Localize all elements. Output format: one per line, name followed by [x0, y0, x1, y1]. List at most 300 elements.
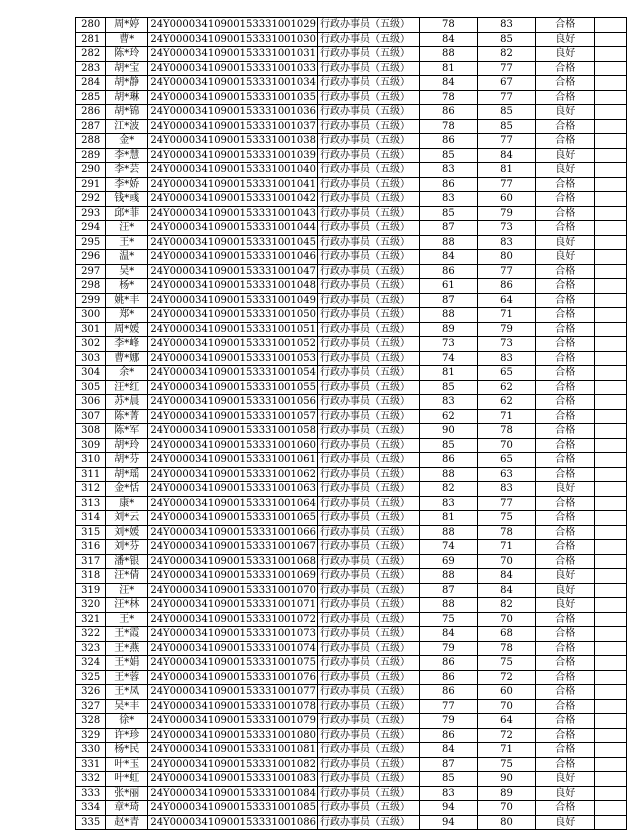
result-grade: 合格 [536, 134, 595, 149]
score-theory: 86 [420, 264, 477, 279]
occupation-level: 行政办事员（五级） [318, 105, 420, 120]
score-theory: 83 [420, 163, 477, 178]
occupation-level: 行政办事员（五级） [318, 525, 420, 540]
row-number: 293 [76, 206, 106, 221]
blank-cell [595, 801, 627, 816]
occupation-level: 行政办事员（五级） [318, 119, 420, 134]
table-row [76, 699, 627, 714]
result-grade: 合格 [536, 670, 595, 685]
row-number: 290 [76, 163, 106, 178]
table-row [76, 772, 627, 787]
occupation-level: 行政办事员（五级） [318, 351, 420, 366]
score-theory: 88 [420, 467, 477, 482]
row-number: 299 [76, 293, 106, 308]
certificate-id: 24Y00003410900153331001051 [148, 322, 318, 337]
row-number: 292 [76, 192, 106, 207]
occupation-level: 行政办事员（五级） [318, 18, 420, 33]
occupation-level: 行政办事员（五级） [318, 192, 420, 207]
certificate-id: 24Y00003410900153331001070 [148, 583, 318, 598]
certificate-id: 24Y00003410900153331001064 [148, 496, 318, 511]
score-practical: 70 [477, 801, 536, 816]
blank-cell [595, 61, 627, 76]
occupation-level: 行政办事员（五级） [318, 685, 420, 700]
candidate-name: 胡*锦 [106, 105, 148, 120]
score-practical: 64 [477, 714, 536, 729]
blank-cell [595, 554, 627, 569]
certificate-id: 24Y00003410900153331001068 [148, 554, 318, 569]
occupation-level: 行政办事员（五级） [318, 627, 420, 642]
row-number: 327 [76, 699, 106, 714]
candidate-name: 章*琦 [106, 801, 148, 816]
row-number: 313 [76, 496, 106, 511]
candidate-name: 金* [106, 134, 148, 149]
candidate-name: 陈*军 [106, 424, 148, 439]
occupation-level: 行政办事员（五级） [318, 148, 420, 163]
candidate-name: 胡*静 [106, 76, 148, 91]
table-row [76, 105, 627, 120]
certificate-id: 24Y00003410900153331001081 [148, 743, 318, 758]
occupation-level: 行政办事员（五级） [318, 438, 420, 453]
certificate-id: 24Y00003410900153331001048 [148, 279, 318, 294]
blank-cell [595, 409, 627, 424]
occupation-level: 行政办事员（五级） [318, 264, 420, 279]
table-row [76, 148, 627, 163]
certificate-id: 24Y00003410900153331001031 [148, 47, 318, 62]
row-number: 318 [76, 569, 106, 584]
table-row [76, 511, 627, 526]
score-theory: 62 [420, 409, 477, 424]
score-practical: 73 [477, 221, 536, 236]
table-row [76, 351, 627, 366]
occupation-level: 行政办事员（五级） [318, 32, 420, 47]
row-number: 326 [76, 685, 106, 700]
score-theory: 86 [420, 728, 477, 743]
certificate-id: 24Y00003410900153331001080 [148, 728, 318, 743]
certificate-id: 24Y00003410900153331001044 [148, 221, 318, 236]
occupation-level: 行政办事员（五级） [318, 815, 420, 830]
candidate-name: 叶*虹 [106, 772, 148, 787]
occupation-level: 行政办事员（五级） [318, 380, 420, 395]
result-grade: 合格 [536, 656, 595, 671]
score-practical: 84 [477, 569, 536, 584]
row-number: 289 [76, 148, 106, 163]
score-theory: 82 [420, 482, 477, 497]
blank-cell [595, 76, 627, 91]
row-number: 296 [76, 250, 106, 265]
result-grade: 良好 [536, 786, 595, 801]
score-theory: 85 [420, 206, 477, 221]
row-number: 291 [76, 177, 106, 192]
occupation-level: 行政办事员（五级） [318, 743, 420, 758]
certificate-id: 24Y00003410900153331001066 [148, 525, 318, 540]
certificate-id: 24Y00003410900153331001082 [148, 757, 318, 772]
score-theory: 88 [420, 235, 477, 250]
blank-cell [595, 105, 627, 120]
blank-cell [595, 119, 627, 134]
candidate-name: 曹*娜 [106, 351, 148, 366]
score-practical: 75 [477, 656, 536, 671]
score-practical: 71 [477, 308, 536, 323]
score-practical: 79 [477, 206, 536, 221]
result-grade: 合格 [536, 380, 595, 395]
certificate-id: 24Y00003410900153331001067 [148, 540, 318, 555]
certificate-id: 24Y00003410900153331001033 [148, 61, 318, 76]
row-number: 300 [76, 308, 106, 323]
occupation-level: 行政办事员（五级） [318, 656, 420, 671]
occupation-level: 行政办事员（五级） [318, 786, 420, 801]
result-grade: 合格 [536, 554, 595, 569]
row-number: 302 [76, 337, 106, 352]
candidate-name: 温* [106, 250, 148, 265]
score-theory: 61 [420, 279, 477, 294]
occupation-level: 行政办事员（五级） [318, 612, 420, 627]
score-theory: 86 [420, 134, 477, 149]
candidate-name: 邱*菲 [106, 206, 148, 221]
score-practical: 65 [477, 366, 536, 381]
score-practical: 89 [477, 786, 536, 801]
score-theory: 88 [420, 47, 477, 62]
blank-cell [595, 250, 627, 265]
table-row [76, 235, 627, 250]
result-grade: 合格 [536, 627, 595, 642]
blank-cell [595, 743, 627, 758]
occupation-level: 行政办事员（五级） [318, 90, 420, 105]
score-theory: 74 [420, 351, 477, 366]
blank-cell [595, 583, 627, 598]
result-grade: 合格 [536, 192, 595, 207]
occupation-level: 行政办事员（五级） [318, 221, 420, 236]
result-grade: 良好 [536, 583, 595, 598]
row-number: 314 [76, 511, 106, 526]
row-number: 316 [76, 540, 106, 555]
blank-cell [595, 598, 627, 613]
result-grade: 良好 [536, 235, 595, 250]
certificate-id: 24Y00003410900153331001041 [148, 177, 318, 192]
table-row [76, 583, 627, 598]
row-number: 308 [76, 424, 106, 439]
row-number: 287 [76, 119, 106, 134]
blank-cell [595, 757, 627, 772]
occupation-level: 行政办事员（五级） [318, 395, 420, 410]
row-number: 305 [76, 380, 106, 395]
occupation-level: 行政办事员（五级） [318, 554, 420, 569]
score-practical: 71 [477, 409, 536, 424]
row-number: 323 [76, 641, 106, 656]
table-row [76, 177, 627, 192]
candidate-name: 潘*银 [106, 554, 148, 569]
score-practical: 83 [477, 235, 536, 250]
candidate-name: 王*霞 [106, 627, 148, 642]
table-row [76, 264, 627, 279]
result-grade: 合格 [536, 728, 595, 743]
blank-cell [595, 641, 627, 656]
score-theory: 90 [420, 424, 477, 439]
score-theory: 78 [420, 90, 477, 105]
row-number: 286 [76, 105, 106, 120]
candidate-name: 陈*玲 [106, 47, 148, 62]
score-theory: 86 [420, 105, 477, 120]
certificate-id: 24Y00003410900153331001056 [148, 395, 318, 410]
certificate-id: 24Y00003410900153331001042 [148, 192, 318, 207]
score-theory: 87 [420, 221, 477, 236]
result-grade: 良好 [536, 163, 595, 178]
table-row [76, 366, 627, 381]
score-practical: 77 [477, 61, 536, 76]
result-grade: 合格 [536, 699, 595, 714]
score-theory: 86 [420, 656, 477, 671]
occupation-level: 行政办事员（五级） [318, 540, 420, 555]
result-grade: 合格 [536, 351, 595, 366]
score-practical: 71 [477, 743, 536, 758]
blank-cell [595, 264, 627, 279]
score-theory: 79 [420, 641, 477, 656]
table-row [76, 496, 627, 511]
score-theory: 84 [420, 76, 477, 91]
score-practical: 80 [477, 815, 536, 830]
occupation-level: 行政办事员（五级） [318, 801, 420, 816]
score-theory: 85 [420, 148, 477, 163]
row-number: 297 [76, 264, 106, 279]
result-grade: 合格 [536, 467, 595, 482]
row-number: 330 [76, 743, 106, 758]
score-practical: 82 [477, 598, 536, 613]
score-theory: 83 [420, 496, 477, 511]
blank-cell [595, 612, 627, 627]
table-row [76, 569, 627, 584]
score-practical: 64 [477, 293, 536, 308]
row-number: 298 [76, 279, 106, 294]
occupation-level: 行政办事员（五级） [318, 279, 420, 294]
score-theory: 77 [420, 699, 477, 714]
table-row [76, 206, 627, 221]
result-grade: 良好 [536, 772, 595, 787]
score-theory: 84 [420, 32, 477, 47]
blank-cell [595, 206, 627, 221]
certificate-id: 24Y00003410900153331001086 [148, 815, 318, 830]
blank-cell [595, 540, 627, 555]
candidate-name: 吴* [106, 264, 148, 279]
result-grade: 合格 [536, 641, 595, 656]
candidate-name: 曹* [106, 32, 148, 47]
score-theory: 79 [420, 714, 477, 729]
occupation-level: 行政办事员（五级） [318, 250, 420, 265]
score-practical: 68 [477, 627, 536, 642]
blank-cell [595, 569, 627, 584]
result-grade: 良好 [536, 815, 595, 830]
occupation-level: 行政办事员（五级） [318, 670, 420, 685]
certificate-id: 24Y00003410900153331001046 [148, 250, 318, 265]
certificate-id: 24Y00003410900153331001034 [148, 76, 318, 91]
occupation-level: 行政办事员（五级） [318, 177, 420, 192]
table-row [76, 554, 627, 569]
row-number: 306 [76, 395, 106, 410]
result-grade: 合格 [536, 453, 595, 468]
candidate-name: 钱*彧 [106, 192, 148, 207]
result-grade: 合格 [536, 612, 595, 627]
result-grade: 良好 [536, 47, 595, 62]
score-theory: 89 [420, 322, 477, 337]
score-practical: 77 [477, 134, 536, 149]
table-row [76, 786, 627, 801]
blank-cell [595, 670, 627, 685]
occupation-level: 行政办事员（五级） [318, 641, 420, 656]
candidate-name: 李*峰 [106, 337, 148, 352]
score-theory: 94 [420, 815, 477, 830]
score-theory: 86 [420, 177, 477, 192]
score-practical: 70 [477, 699, 536, 714]
table-body [76, 18, 627, 830]
score-theory: 81 [420, 511, 477, 526]
blank-cell [595, 32, 627, 47]
table-row [76, 322, 627, 337]
candidate-name: 王*凤 [106, 685, 148, 700]
certificate-id: 24Y00003410900153331001036 [148, 105, 318, 120]
result-grade: 合格 [536, 18, 595, 33]
score-practical: 84 [477, 148, 536, 163]
score-practical: 83 [477, 351, 536, 366]
blank-cell [595, 192, 627, 207]
row-number: 315 [76, 525, 106, 540]
score-practical: 77 [477, 264, 536, 279]
blank-cell [595, 656, 627, 671]
row-number: 321 [76, 612, 106, 627]
blank-cell [595, 235, 627, 250]
score-practical: 70 [477, 612, 536, 627]
certificate-id: 24Y00003410900153331001071 [148, 598, 318, 613]
table-row [76, 815, 627, 830]
certificate-id: 24Y00003410900153331001045 [148, 235, 318, 250]
candidate-name: 胡*宝 [106, 61, 148, 76]
score-practical: 67 [477, 76, 536, 91]
score-theory: 88 [420, 525, 477, 540]
result-grade: 合格 [536, 308, 595, 323]
blank-cell [595, 438, 627, 453]
table-row [76, 380, 627, 395]
candidate-name: 金*恬 [106, 482, 148, 497]
result-grade: 合格 [536, 395, 595, 410]
score-practical: 75 [477, 511, 536, 526]
candidate-name: 刘*芬 [106, 540, 148, 555]
candidate-name: 王*燕 [106, 641, 148, 656]
result-grade: 良好 [536, 32, 595, 47]
candidate-name: 胡*玲 [106, 438, 148, 453]
row-number: 332 [76, 772, 106, 787]
result-grade: 合格 [536, 801, 595, 816]
result-grade: 合格 [536, 438, 595, 453]
score-practical: 75 [477, 757, 536, 772]
blank-cell [595, 685, 627, 700]
table-row [76, 395, 627, 410]
blank-cell [595, 424, 627, 439]
candidate-name: 刘*媛 [106, 525, 148, 540]
blank-cell [595, 366, 627, 381]
candidate-name: 苏*晨 [106, 395, 148, 410]
result-grade: 合格 [536, 366, 595, 381]
certificate-id: 24Y00003410900153331001030 [148, 32, 318, 47]
result-grade: 合格 [536, 279, 595, 294]
certificate-id: 24Y00003410900153331001073 [148, 627, 318, 642]
row-number: 319 [76, 583, 106, 598]
score-theory: 87 [420, 757, 477, 772]
occupation-level: 行政办事员（五级） [318, 366, 420, 381]
blank-cell [595, 786, 627, 801]
table-row [76, 424, 627, 439]
blank-cell [595, 453, 627, 468]
candidate-name: 胡*瑶 [106, 467, 148, 482]
certificate-id: 24Y00003410900153331001061 [148, 453, 318, 468]
row-number: 334 [76, 801, 106, 816]
score-practical: 73 [477, 337, 536, 352]
score-theory: 84 [420, 627, 477, 642]
row-number: 312 [76, 482, 106, 497]
table-row [76, 163, 627, 178]
score-practical: 60 [477, 685, 536, 700]
certificate-id: 24Y00003410900153331001047 [148, 264, 318, 279]
blank-cell [595, 221, 627, 236]
candidate-name: 李*慧 [106, 148, 148, 163]
certificate-id: 24Y00003410900153331001079 [148, 714, 318, 729]
score-theory: 86 [420, 670, 477, 685]
candidate-name: 汪*红 [106, 380, 148, 395]
row-number: 288 [76, 134, 106, 149]
blank-cell [595, 627, 627, 642]
score-practical: 78 [477, 525, 536, 540]
certificate-id: 24Y00003410900153331001069 [148, 569, 318, 584]
certificate-id: 24Y00003410900153331001072 [148, 612, 318, 627]
score-practical: 70 [477, 438, 536, 453]
table-row [76, 670, 627, 685]
table-row [76, 525, 627, 540]
result-grade: 良好 [536, 148, 595, 163]
candidate-name: 王*蓉 [106, 670, 148, 685]
result-grade: 合格 [536, 337, 595, 352]
result-grade: 合格 [536, 743, 595, 758]
score-practical: 77 [477, 90, 536, 105]
occupation-level: 行政办事员（五级） [318, 235, 420, 250]
score-theory: 83 [420, 786, 477, 801]
score-theory: 85 [420, 438, 477, 453]
score-theory: 94 [420, 801, 477, 816]
candidate-name: 郑* [106, 308, 148, 323]
table-row [76, 308, 627, 323]
score-practical: 80 [477, 250, 536, 265]
certificate-id: 24Y00003410900153331001085 [148, 801, 318, 816]
table-row [76, 482, 627, 497]
candidate-name: 胡*琳 [106, 90, 148, 105]
certificate-id: 24Y00003410900153331001078 [148, 699, 318, 714]
occupation-level: 行政办事员（五级） [318, 598, 420, 613]
row-number: 283 [76, 61, 106, 76]
table-row [76, 192, 627, 207]
occupation-level: 行政办事员（五级） [318, 308, 420, 323]
result-grade: 合格 [536, 119, 595, 134]
row-number: 322 [76, 627, 106, 642]
score-practical: 85 [477, 105, 536, 120]
score-theory: 78 [420, 119, 477, 134]
table-row [76, 279, 627, 294]
score-theory: 84 [420, 743, 477, 758]
occupation-level: 行政办事员（五级） [318, 496, 420, 511]
score-practical: 63 [477, 467, 536, 482]
score-theory: 78 [420, 18, 477, 33]
score-practical: 78 [477, 424, 536, 439]
certificate-id: 24Y00003410900153331001035 [148, 90, 318, 105]
score-theory: 69 [420, 554, 477, 569]
result-grade: 良好 [536, 105, 595, 120]
certificate-id: 24Y00003410900153331001049 [148, 293, 318, 308]
result-grade: 良好 [536, 598, 595, 613]
score-practical: 79 [477, 322, 536, 337]
